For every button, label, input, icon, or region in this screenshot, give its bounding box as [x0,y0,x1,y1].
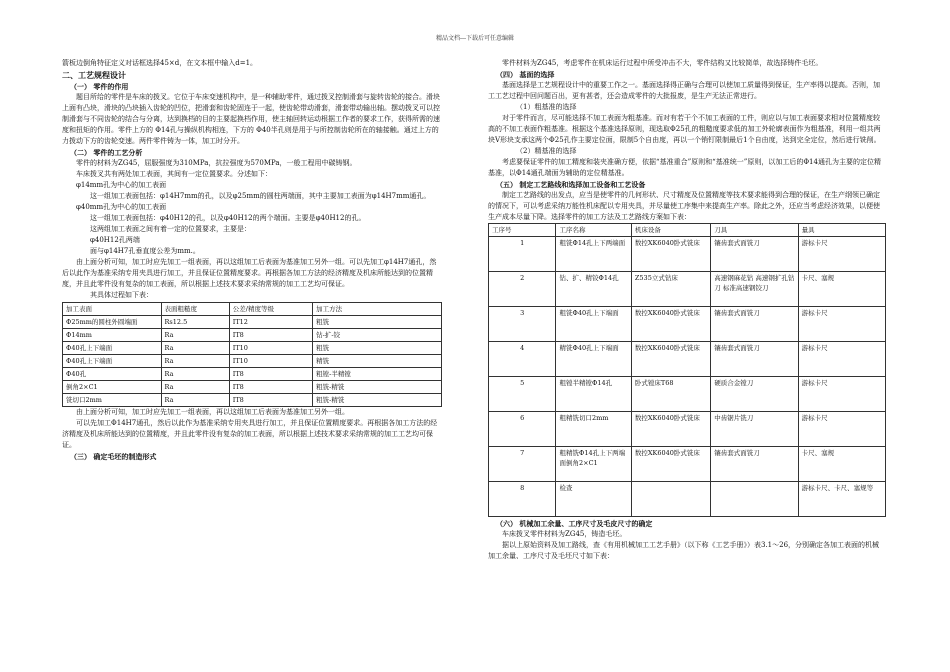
table-cell: 中齿锯片铣刀 [711,412,798,447]
table-cell: 6 [489,412,556,447]
table-cell: 游标卡尺 [798,342,885,377]
table-row [489,377,886,412]
table-cell: Ra [161,355,229,368]
table-cell: 镶齿套式面铣刀 [711,342,798,377]
table-cell: 钻、扩、精铰Φ14孔 [556,272,631,307]
table-cell: 粗铣Φ40孔上下端面 [556,307,631,342]
paragraph-after-table-1: 由上面分析可知，加工时应先加工一组表面，再以这组加工后表面为基准加工另外一组。 [76,408,349,416]
table-cell: 粗精铣Φ14孔上下两端面倒角2×C1 [556,447,631,482]
table-header-cell: 公差/精度等级 [229,303,312,316]
section-title-part-function: （一） 零件的作用 [70,82,129,91]
table-cell: IT10 [229,342,312,355]
table-cell: 粗镗半精镗Φ14孔 [556,377,631,412]
group2-title: φ40mm孔为中心的加工表面 [76,203,167,211]
table-cell: 游标卡尺 [798,412,885,447]
table-row [63,368,442,381]
table-row [63,394,442,407]
left-column [62,58,442,462]
table-cell: 粗铣 [313,342,442,355]
table-cell: 卧式镗床T68 [631,377,710,412]
table-cell: IT8 [229,368,312,381]
table-cell: 倒角2×C1 [63,381,162,394]
subsection-title-rough-datum: （1）粗基准的选择 [516,103,577,111]
table-cell: 精铣 [313,355,442,368]
group3-title: 这两组加工表面之间有着一定的位置要求，主要是： [90,225,251,233]
right-column [488,58,886,562]
group1-title: φ14mm孔为中心的加工表面 [76,181,167,189]
table-cell: Ra [161,329,229,342]
table-cell: 数控XK6040卧式铣床 [631,342,710,377]
table-cell: 粗铣 [313,316,442,329]
table-cell: 镶齿套式面铣刀 [711,237,798,272]
table-header-cell: 加工表面 [63,303,162,316]
table-cell: 镶齿套式面铣刀 [711,307,798,342]
table-cell: 钻-扩-铰 [313,329,442,342]
paragraph-after-table-2: 可以先加工Φ14H7通孔，然后以此作为基准采纳专用夹具进行加工，并且保证位置精度要求。再根据各加工方法的经济精度及机床所能达到的位置精度，并且此零件没有复杂的加工表面，所以根据上述技术要求采纳常规的加工工艺均可保证。 [62,419,438,449]
table-row [489,447,886,482]
section-title-process-design: 二、工艺规程设计 [62,70,126,80]
paragraph-fine-datum: 考虑要保证零件的加工精度和装夹准确方便，依据“基准重合”原则和“基准统一”原则，以加工后的Φ14通孔为主要的定位精基准，以Φ14通孔端面为辅助的定位精基准。 [488,158,881,177]
table-row [489,307,886,342]
table-header-cell: 工序号 [489,224,556,237]
table-cell: IT8 [229,381,312,394]
table-cell: Φ40孔 [63,368,162,381]
table-cell: 粗铣-精铣 [313,394,442,407]
table-header-cell: 机床设备 [631,224,710,237]
table-cell [631,482,710,517]
page-header: 精品文档---下载后可任意编辑 [435,35,515,42]
table-cell: Ra [161,381,229,394]
table-cell: 7 [489,447,556,482]
table-cell: 4 [489,342,556,377]
section-title-blank-form: （三） 确定毛坯的制造形式 [70,452,157,461]
paragraph-part-function: 题目所给的零件是车床的拨叉。它位于车床变速机构中，是一种辅助零件，通过拨叉控制滑套与旋转齿轮的接合。滑块上面有凸块，滑块的凸块插入齿轮的凹位，把滑套和齿轮固连于一起，使齿轮带动滑套，滑套带动输出轴。摆动拨叉可以控制滑套与不同齿轮的结合与分离，达到换档的目的主要起换档作用，使主轴回转运动根据工作者的要求工作，获得所需的速度和扭矩的作用。零件上方的 Φ14孔与操纵机构相连，下方的 Φ40半孔则是用于与所控制齿轮所在的轴接触。通过上方的力拨动下方的齿轮变速。两件零件铸为一体，加工时分开。 [62,93,440,145]
section-title-datum-selection: （四） 基面的选择 [496,70,555,79]
table-header-cell: 刀具 [711,224,798,237]
table-row [489,412,886,447]
table-cell: Φ25mm的圆柱外圆端面 [63,316,162,329]
table-cell: 游标卡尺 [798,377,885,412]
paragraph-datum-selection: 基面选择是工艺规程设计中的重要工作之一。基面选择得正确与合理可以使加工质量得到保证，生产率得以提高。否则，加工工艺过程中回问题百出，更有甚者，还会造成零件的大批报废，是生产无法正常进行。 [488,81,880,100]
paragraph-blank-material: 零件材料为ZG45，考虑零件在机床运行过程中所受冲击不大，零件结构又比较简单，故选择铸件毛坯。 [502,59,823,67]
table-cell: 3 [489,307,556,342]
table-cell: Z535立式钻床 [631,272,710,307]
table-cell: Rs12.5 [161,316,229,329]
table-row [63,355,442,368]
table-cell: 卡尺、塞规 [798,447,885,482]
table-header-cell: 量具 [798,224,885,237]
table-cell: Φ40孔上下端面 [63,355,162,368]
table-header-cell: 工序名称 [556,224,631,237]
table-row [489,342,886,377]
table-cell: 检查 [556,482,631,517]
table-cell: 2 [489,272,556,307]
table-cell: Ra [161,368,229,381]
group3-line-b: 面与φ14H7孔垂直度公差为mm.。 [90,247,200,255]
process-route-table [488,223,886,517]
table-cell: 数控XK6040卧式铣床 [631,447,710,482]
table-cell: 硬质合金镗刀 [711,377,798,412]
section-title-allowance: （六） 机械加工余量、工序尺寸及毛皮尺寸的确定 [496,519,653,528]
table-row [63,342,442,355]
table-cell: 游标卡尺 [798,237,885,272]
table-header-cell: 加工方法 [313,303,442,316]
subsection-title-fine-datum: （2）精基准的选择 [516,147,577,155]
group3-line-a: φ40H12孔两端 [90,236,140,244]
table-header-row [63,303,442,316]
table-row [63,329,442,342]
table-row [63,381,442,394]
table-cell: 卡尺、塞规 [798,272,885,307]
table-cell: 数控XK6040卧式铣床 [631,237,710,272]
paragraph-material: 零件的材料为ZG45，屈服强度为310MPa，抗拉强度为570MPa，一般工程用中碳铸钢。 [76,159,357,167]
table-row [489,482,886,517]
table-header-row [489,224,886,237]
group1-body: 这一组加工表面包括：φ14H7mm的孔，以及φ25mm的圆柱两端面，其中主要加工表面为φ14H7mm通孔。 [90,192,431,200]
table-cell: 精铣Φ40孔上下端面 [556,342,631,377]
table-cell: 数控XK6040卧式铣床 [631,307,710,342]
table-cell: 粗铣-精铣 [313,381,442,394]
table-cell: 游标卡尺 [798,307,885,342]
table-cell: Φ40孔上下端面 [63,342,162,355]
table-cell: IT8 [229,329,312,342]
section-title-process-analysis: （二） 零件的工艺分析 [70,148,143,157]
table-cell: IT8 [229,394,312,407]
table-cell: Ra [161,342,229,355]
table-header-cell: 表面粗糙度 [161,303,229,316]
table-cell: Φ14mm [63,329,162,342]
paragraph-rough-datum: 对于零件而言，尽可能选择不加工表面为粗基准。而对有若干个不加工表面的工件，则应以与加工表面要求相对位置精度较高的不加工表面作粗基准。根据这个基准选择原则，现选取Φ25孔的粗糙度要求低的加工外轮廓表面作为粗基准，利用一组共两块V形块支承这两个Φ25孔作主要定位面，限制5个自由度，再以一个销钉限制最后1个自由度，达到完全定位，然后进行铣削。 [488,114,881,144]
table-cell: 镶齿套式面铣刀 [711,447,798,482]
table-cell: 粗铣Φ14孔上下两端面 [556,237,631,272]
table-cell: 游标卡尺、卡尺、塞规等 [798,482,885,517]
surface-table [62,302,442,407]
table-cell: 5 [489,377,556,412]
paragraph-allowance-method: 据以上原始资料及加工路线，查《有用机械加工工艺手册》（以下称《工艺手册》）表3.1～26，分别确定各加工表面的机械加工余量、工序尺寸及毛坯尺寸如下表： [488,541,880,560]
table-row [63,316,442,329]
table-row [489,272,886,307]
table-cell: 1 [489,237,556,272]
table-cell: Ra [161,394,229,407]
table-cell: IT10 [229,355,312,368]
paragraph-chamfer-note: 箭板边倒角特征定义对话框选择45×d，在文本框中输入d=1。 [62,59,258,67]
table-cell [711,482,798,517]
section-title-process-route: （五） 制定工艺路线和选择加工设备和工艺设备 [496,180,646,189]
table-cell: IT12 [229,316,312,329]
paragraph-process-route: 制定工艺路线的出发点，应当是使零件的几何形状、尺寸精度及位置精度等技术要求能得到合理的保证，在生产纲领已确定的情况下，可以考虑采纳万能性机床配以专用夹具，并尽量使工序集中来提高生产率。除此之外，还应当考虑经济效果，以便使生产成本尽量下降。选择零件的加工方法及工艺路线方案如下表： [488,191,880,221]
table-row [489,237,886,272]
paragraph-surfaces-intro: 车床拨叉共有两处加工表面，其间有一定位置要求。分述如下： [76,170,272,178]
group2-body: 这一组加工表面包括：φ40H12的孔，以及φ40H12的两个端面。主要是φ40H12的孔。 [90,214,366,222]
table-cell: 数控XK6040卧式铣床 [631,412,710,447]
paragraph-analysis: 由上面分析可知，加工时应先加工一组表面，再以这组加工后表面为基准加工另外一组。可以先加工φ14H7通孔，然后以此作为基准采纳专用夹具进行加工，并且保证位置精度要求。再根据各加工方法的经济精度及机床所能达到的位置精度，并且此零件没有复杂的加工表面，所以根据上述技术要求采纳常规的加工工艺均可保证。 [62,258,437,288]
table-cell: 粗镗-半精镗 [313,368,442,381]
table-cell: 粗精铣切口2mm [556,412,631,447]
table-cell: 铣切口2mm [63,394,162,407]
table-cell: 高速钢麻花钻 高速钢扩孔钻刀 标准高速钢铰刀 [711,272,798,307]
table-caption: 其具体过程如下表： [90,291,153,299]
table-cell: 8 [489,482,556,517]
paragraph-allowance-material: 车床拨叉零件材料为ZG45，铸造毛坯。 [502,530,627,538]
